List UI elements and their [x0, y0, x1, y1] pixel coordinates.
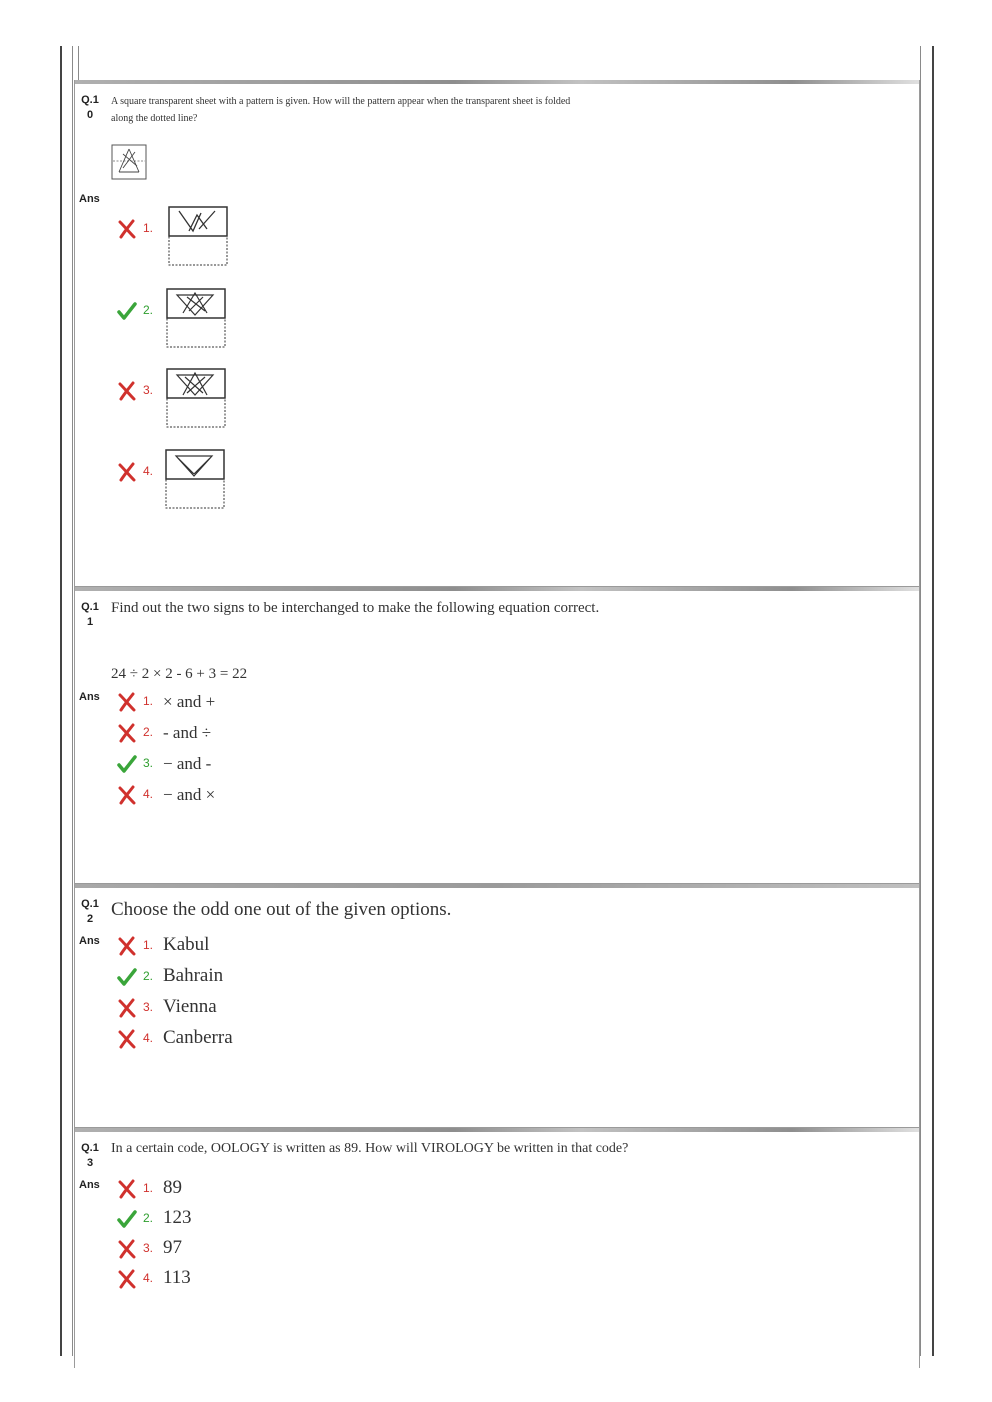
option-text: 123: [163, 1207, 192, 1228]
option-number: 3.: [143, 1000, 154, 1014]
question-text: Find out the two signs to be interchanged to make the following equation correct.: [111, 600, 600, 616]
answer-label: Ans: [79, 935, 100, 947]
check-icon: [117, 1209, 137, 1229]
cross-icon: [117, 723, 137, 743]
option-number: 2.: [143, 969, 154, 983]
panel-divider: [75, 1128, 919, 1132]
option-number: 1.: [143, 1181, 154, 1195]
check-icon: [117, 967, 137, 987]
option-number: 3.: [143, 383, 154, 397]
equation: 24 ÷ 2 × 2 - 6 + 3 = 22: [111, 666, 248, 682]
question-number: Q.1 3: [81, 1142, 99, 1169]
question-number: Q.1 1: [81, 601, 99, 628]
panel-divider: [75, 884, 919, 888]
cross-icon: [117, 692, 137, 712]
left-border-outer: [60, 46, 62, 1356]
question-number: Q.1 2: [81, 898, 99, 925]
question-number: Q.1 0: [81, 94, 99, 121]
question-figure: [111, 144, 147, 180]
option-number: 4.: [143, 787, 154, 801]
right-border-inner: [920, 46, 921, 1356]
option-number: 1.: [143, 694, 154, 708]
option-text: − and ×: [163, 785, 216, 804]
question-panel-q12: [74, 884, 920, 1128]
option-text: Bahrain: [163, 965, 224, 986]
option-number: 3.: [143, 1241, 154, 1255]
option-text: Canberra: [163, 1027, 233, 1048]
right-border-outer: [932, 46, 934, 1356]
option-text: Vienna: [163, 996, 217, 1017]
cross-icon: [117, 785, 137, 805]
option-number: 4.: [143, 464, 154, 478]
panel-divider: [75, 80, 919, 84]
option-figure-4: [164, 448, 228, 510]
question-panel-q11: [74, 587, 920, 884]
option-number: 4.: [143, 1271, 154, 1285]
cross-icon: [117, 998, 137, 1018]
option-figure-1: [167, 205, 231, 267]
option-figure-3: [165, 367, 229, 429]
answer-label: Ans: [79, 691, 100, 703]
cross-icon: [117, 219, 137, 239]
option-text: − and -: [163, 754, 212, 773]
option-number: 2.: [143, 725, 154, 739]
cross-icon: [117, 1179, 137, 1199]
question-text: A square transparent sheet with a pattern is given. How will the pattern appear when the transparent sheet is folded along the dotted line?: [111, 96, 571, 124]
option-text: 97: [163, 1237, 182, 1258]
option-number: 3.: [143, 756, 154, 770]
cross-icon: [117, 1239, 137, 1259]
option-text: Kabul: [163, 934, 210, 955]
option-number: 1.: [143, 938, 154, 952]
cross-icon: [117, 381, 137, 401]
cross-icon: [117, 462, 137, 482]
option-number: 2.: [143, 303, 154, 317]
option-text: - and ÷: [163, 723, 212, 742]
answer-label: Ans: [79, 193, 100, 205]
option-number: 1.: [143, 221, 154, 235]
option-number: 4.: [143, 1031, 154, 1045]
check-icon: [117, 301, 137, 321]
cross-icon: [117, 1029, 137, 1049]
left-border-inner: [72, 46, 73, 1356]
answer-label: Ans: [79, 1179, 100, 1191]
option-text: 113: [163, 1267, 191, 1288]
check-icon: [117, 754, 137, 774]
cross-icon: [117, 1269, 137, 1289]
question-panel-q13: [74, 1128, 920, 1368]
question-panel-q10: [74, 80, 920, 587]
option-number: 2.: [143, 1211, 154, 1225]
question-text: Choose the odd one out of the given options.: [111, 899, 452, 920]
top-left-tick: [78, 46, 79, 80]
option-text: × and +: [163, 692, 216, 711]
question-text: In a certain code, OOLOGY is written as 89. How will VIROLOGY be written in that code?: [111, 1141, 629, 1156]
panel-divider: [75, 587, 919, 591]
cross-icon: [117, 936, 137, 956]
option-text: 89: [163, 1177, 182, 1198]
option-figure-2: [165, 287, 229, 349]
